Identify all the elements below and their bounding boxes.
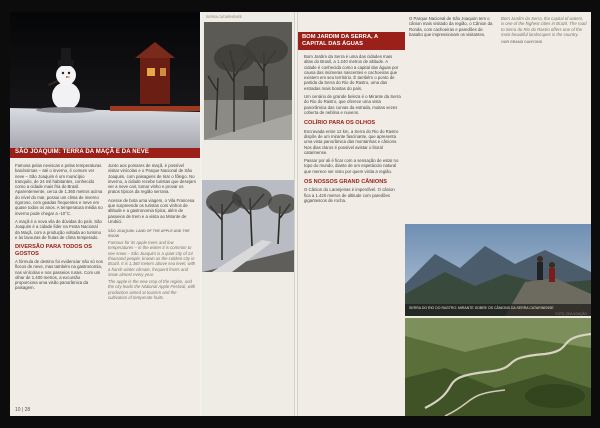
section-heading-diversao: DIVERSÃO PARA TODOS OS GOSTOS xyxy=(15,244,92,257)
forest-path-photo xyxy=(202,180,294,272)
left-col-2 xyxy=(108,163,196,300)
middle-intro: Bom Jardim da Serra é uma das cidades mais altas do Brasil, a 1.240 metros de altitude. A cidade é conhecida como a capital das águas por causa das inúmeras nascentes e cachoeiras que existem em seu território. É também o ponto de partida da Serra do Rio do Rastro, uma das estradas mais bonitas do país. xyxy=(304,54,399,91)
middle-text-page xyxy=(298,12,405,416)
colirio-paragraph-2: Passar por ali é ficar com a sensação de estar no topo do mundo, diante de um espetáculo natural que merece ser visto por quem visita a região. xyxy=(304,158,399,174)
apple-paragraph: A maçã é a nova vila de dúvidas do país. São Joaquim é a cidade líder na Festa Nacional da Maçã, com a produção voltada ao turismo e às lavouras de frutas de clima temperado. xyxy=(15,218,102,240)
snowman-photo xyxy=(10,12,200,148)
subhead-canions: OS NOSSOS GRAND CÂNIONS xyxy=(304,179,387,186)
top-caption: SERRA CATARINENSE xyxy=(206,15,243,19)
photo-credit: FOTO: DIVULGAÇÃO xyxy=(555,312,587,316)
col2-paragraph-2: Acesse de bota uma viagem, o Vila Francesa que surpreende os turistas com vinhos de altitude e a gastronomia típica, além de passeios de trem e a visita ao Mirante de Urubici. xyxy=(108,197,195,224)
right-page xyxy=(405,12,591,416)
hikers-mountain-photo xyxy=(405,224,591,316)
right-english-heading: OUR GRAND CANYONS xyxy=(501,40,543,45)
photo-caption: SERRA DO RIO DO RASTRO: MIRANTE SOBRE OS CÂNIONS DA SERRA CATARINENSE xyxy=(409,306,554,310)
intro-paragraph: Famosa pelas neviscas e pelas temperaturas baixíssimas – até o inverno, é comum ver neve – São Joaquim é um município tranquilo, de 24 mil habitantes, conhecido como a cidade mais fria do Brasil. Aparentemente, cerca de 1.360 metros acima do nível do mar, possui um clima de inverno rigoroso, com geadas frequentes e neve em quase todos os anos. A temperatura média no inverno pode chegar a -10°C. xyxy=(15,163,103,216)
middle-photo-page xyxy=(202,12,294,416)
middle-page-title: BOM JARDIM DA SERRA, A CAPITAL DAS ÁGUAS xyxy=(302,34,379,47)
english-paragraph-2: The apple is the new crop of the region, and the city leads the National Apple Festival, with production aimed at tourism and the cultivation of temperate fruits. xyxy=(108,279,196,301)
serra-road-photo xyxy=(405,318,591,416)
canions-paragraph: O Cânion do Laranjeiras é imperdível. O cânion fica a 1.420 metros de altitude com paredões gigantescos de rocha. xyxy=(304,187,395,204)
col2-paragraph: Junto aos pomares de maçã, é possível visitar vinícolas e o Parque Nacional de São Joaquim, com paisagens de tirar o fôlego. No inverno, a cidade recebe turistas que desejam ver a neve cair, tomar vinho e provar os pratos típicos da região serrana. xyxy=(108,163,196,195)
english-heading: SÃO JOAQUIM: LAND OF THE APPLE AND THE SNOW xyxy=(108,229,190,238)
diversao-paragraph: A fórmula de destino foi evidenciar não só nos flocos de neve, mas também na gastronomia, nas vinícolas e nos passeios rurais. Com um olhar de 1.400 metros, a excursão proporciona uma visão panorâmica da paisagem. xyxy=(15,258,103,291)
colirio-paragraph: Encravada entre 12 km, a Serra do Rio do Rastro dispõe de um mirante fascinante, que apresenta uma vista panorâmica das montanhas e cânions. Nos dias claros é possível avistar o litoral catarinense. xyxy=(304,128,399,155)
left-page-title: SÃO JOAQUIM: TERRA DA MAÇÃ E DA NEVE xyxy=(15,149,149,155)
english-paragraph: Famous for its apple trees and low temperatures – in the winter it is common to see snow – São Joaquim is a quiet city of 24 thousand people, known as the coldest city in Brazil. It is 1,360 meters above sea level, with a harsh winter climate, frequent frosts and snow almost every year. xyxy=(108,240,196,277)
right-paragraph: O Parque Nacional de São Joaquim tem o cânion mais visitado da região, o Cânion da Ronda, com cachoeiras e paredões de basalto que impressionam os visitantes. xyxy=(409,16,493,37)
right-col-2 xyxy=(501,16,587,45)
subhead-colirio: COLÍRIO PARA OS OLHOS xyxy=(304,120,376,127)
page-number: 10 | 28 xyxy=(15,407,31,413)
right-col-1 xyxy=(409,16,497,37)
left-page xyxy=(10,12,200,416)
left-col-1 xyxy=(15,163,103,291)
winter-trees-photo xyxy=(204,22,292,140)
right-english-paragraph: Bom Jardim da Serra, the capital of waters, is one of the highest cities in Brazil. The road to Serra do Rio do Rastro offers one of the most beautiful landscapes in the country. xyxy=(501,16,587,37)
middle-paragraph-2: Um cenário de grande beleza é o Mirante da Serra do Rio do Rastro, que oferece uma vista panorâmica das curvas da estrada, muitas vezes coberta de neblina e nuvens. xyxy=(304,94,401,115)
middle-text-column xyxy=(304,54,401,203)
